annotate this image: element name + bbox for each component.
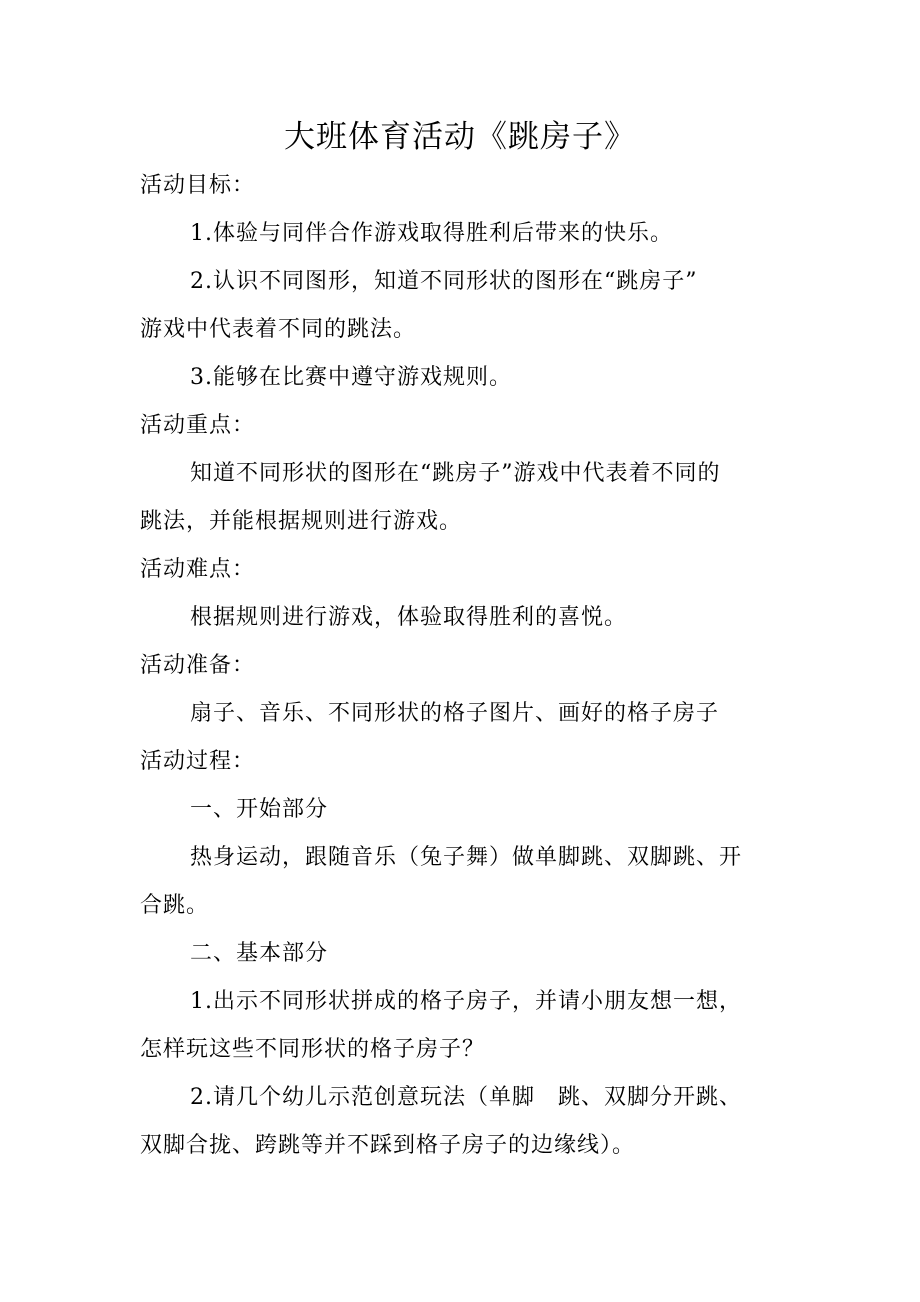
- text-line: 活动重点：: [140, 413, 256, 438]
- text-line: 活动准备：: [140, 653, 256, 678]
- text-line: 游戏中代表着不同的跳法。: [140, 317, 417, 342]
- text-line: 2.认识不同图形，知道不同形状的图形在“跳房子”: [190, 269, 698, 294]
- document-title: 大班体育活动《跳房子》: [284, 119, 636, 155]
- text-line: 热身运动，跟随音乐（兔子舞）做单脚跳、双脚跳、开: [190, 845, 743, 870]
- text-line: 3.能够在比赛中遵守游戏规则。: [190, 365, 512, 390]
- text-line: 跳法，并能根据规则进行游戏。: [140, 509, 463, 534]
- text-line: 活动难点：: [140, 557, 256, 582]
- text-line: 双脚合拢、跨跳等并不踩到格子房子的边缘线）。: [140, 1133, 636, 1158]
- text-line: 活动目标：: [140, 173, 256, 198]
- text-line: 根据规则进行游戏，体验取得胜利的喜悦。: [190, 605, 628, 630]
- text-line: 活动过程：: [140, 749, 256, 774]
- text-line: 扇子、音乐、不同形状的格子图片、画好的格子房子: [190, 701, 720, 726]
- text-line: 二、基本部分: [190, 941, 329, 966]
- text-line: 1.出示不同形状拼成的格子房子，并请小朋友想一想，: [190, 989, 742, 1014]
- text-line: 知道不同形状的图形在“跳房子”游戏中代表着不同的: [190, 461, 721, 486]
- text-line: 一、开始部分: [190, 797, 329, 822]
- text-line: 2.请几个幼儿示范创意玩法（单脚 跳、双脚分开跳、: [190, 1085, 742, 1110]
- text-line: 1.体验与同伴合作游戏取得胜利后带来的快乐。: [190, 221, 673, 246]
- document-body: [140, 166, 790, 1174]
- text-line: 怎样玩这些不同形状的格子房子？: [140, 1037, 486, 1062]
- text-line: 合跳。: [140, 893, 210, 918]
